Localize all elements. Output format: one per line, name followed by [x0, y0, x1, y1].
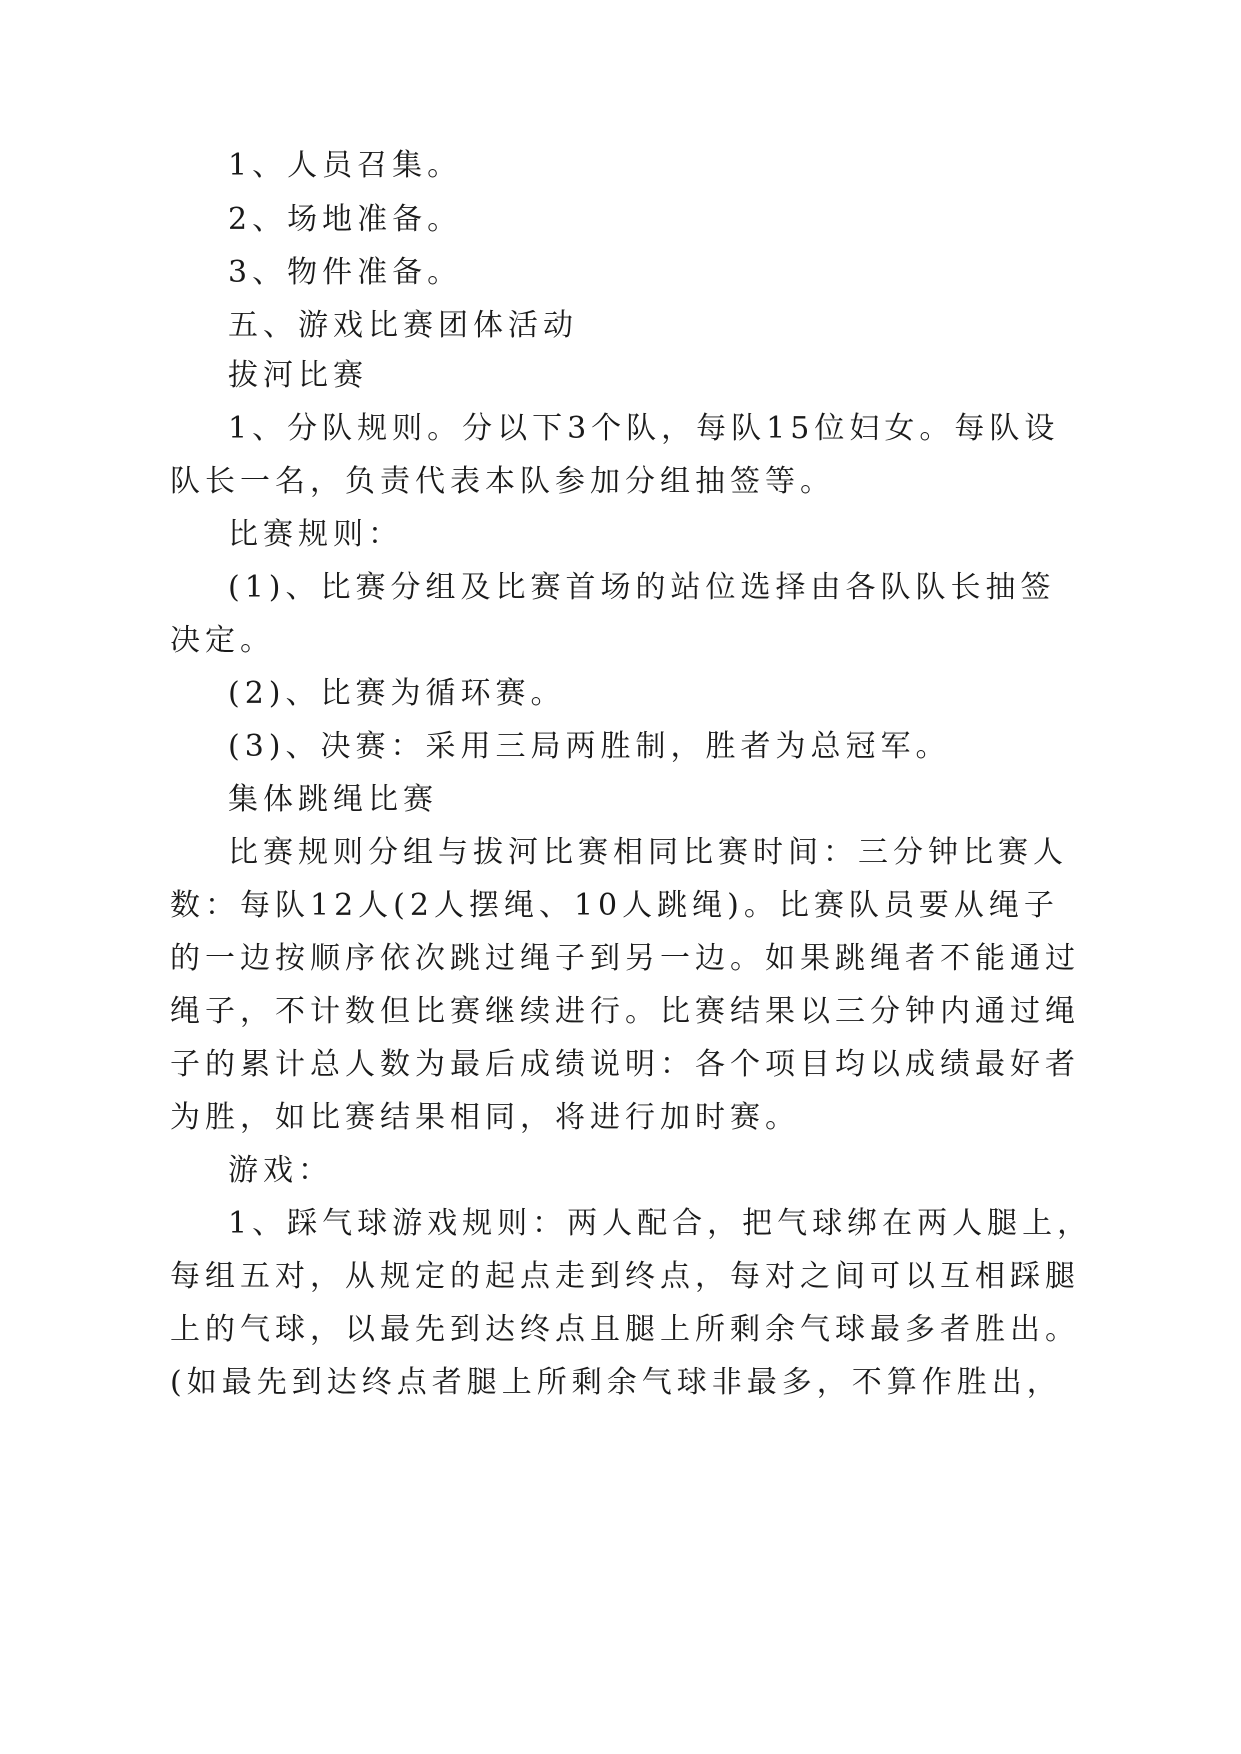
text-line: 2、场地准备。: [228, 202, 463, 237]
text-line: 队长一名，负责代表本队参加分组抽签等。: [170, 464, 835, 499]
text-line: (1)、比赛分组及比赛首场的站位选择由各队队长抽签: [228, 570, 1056, 605]
text-line: 子的累计总人数为最后成绩说明：各个项目均以成绩最好者: [170, 1047, 1080, 1082]
text-line: 数：每队12人(2人摆绳、10人跳绳)。比赛队员要从绳子: [170, 888, 1059, 923]
text-line: 1、人员召集。: [228, 148, 463, 183]
text-line: 1、分队规则。分以下3个队，每队15位妇女。每队设: [228, 411, 1060, 446]
text-line: 决定。: [170, 623, 275, 658]
text-line: 每组五对，从规定的起点走到终点，每对之间可以互相踩腿: [170, 1259, 1080, 1294]
subheading: 集体跳绳比赛: [228, 782, 438, 817]
text-line: (3)、决赛：采用三局两胜制，胜者为总冠军。: [228, 729, 951, 764]
text-line: (2)、比赛为循环赛。: [228, 676, 566, 711]
text-line: 为胜，如比赛结果相同，将进行加时赛。: [170, 1100, 800, 1135]
text-line: 的一边按顺序依次跳过绳子到另一边。如果跳绳者不能通过: [170, 941, 1080, 976]
subheading: 比赛规则：: [228, 517, 403, 552]
text-line: 3、物件准备。: [228, 255, 463, 290]
text-line: 比赛规则分组与拔河比赛相同比赛时间：三分钟比赛人: [228, 835, 1068, 870]
subheading: 拔河比赛: [228, 358, 368, 393]
text-line: 上的气球，以最先到达终点且腿上所剩余气球最多者胜出。: [170, 1312, 1080, 1347]
text-line: (如最先到达终点者腿上所剩余气球非最多，不算作胜出，: [170, 1365, 1062, 1400]
subheading: 游戏：: [228, 1153, 333, 1188]
text-line: 绳子，不计数但比赛继续进行。比赛结果以三分钟内通过绳: [170, 994, 1080, 1029]
text-line: 1、踩气球游戏规则：两人配合，把气球绑在两人腿上，: [228, 1206, 1093, 1241]
section-heading: 五、游戏比赛团体活动: [228, 308, 578, 343]
